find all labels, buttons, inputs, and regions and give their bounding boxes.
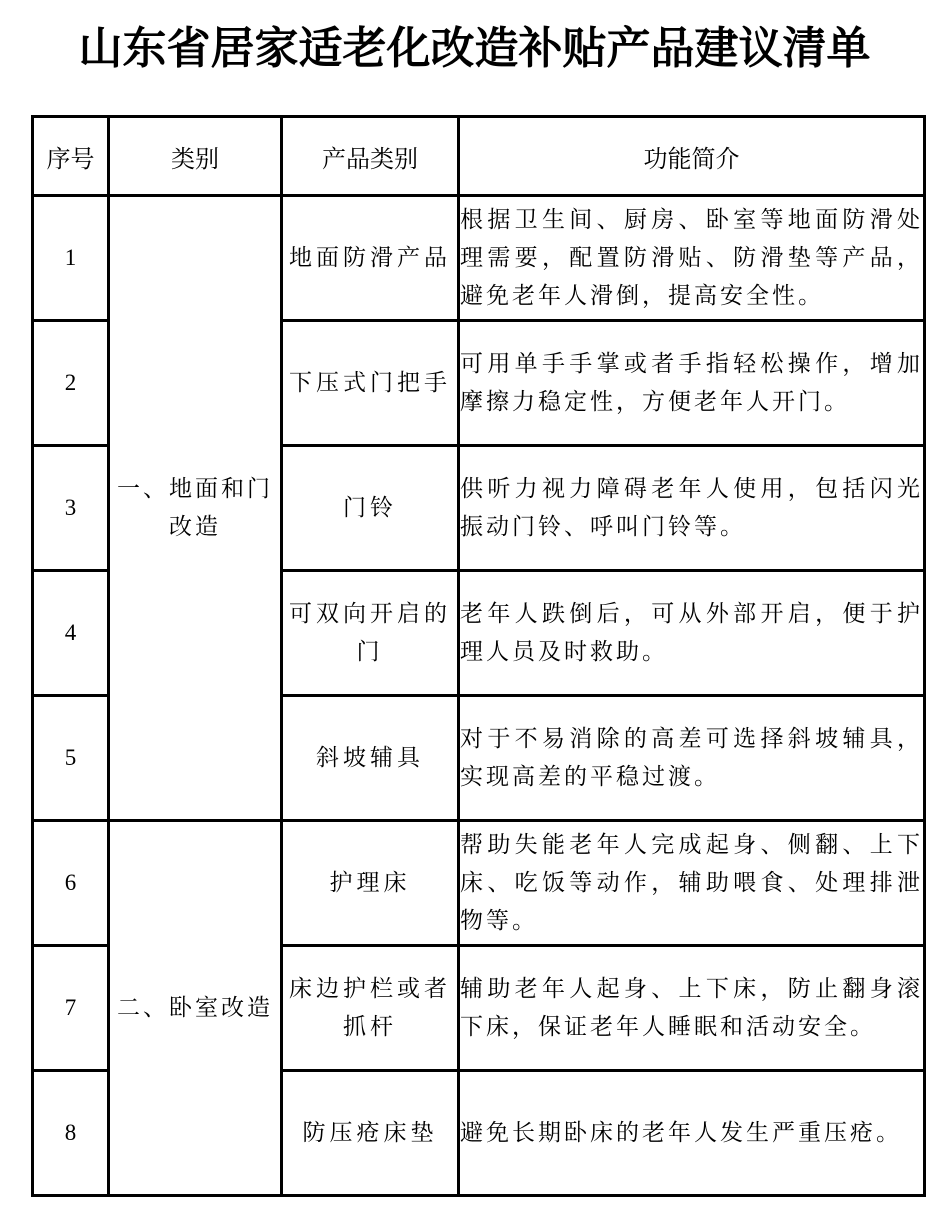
- document-title: 山东省居家适老化改造补贴产品建议清单: [78, 23, 871, 74]
- row-no: 6: [33, 821, 109, 946]
- row-no: 7: [33, 946, 109, 1071]
- category-cell: 一、地面和门改造: [109, 196, 282, 821]
- description-cell: 供听力视力障碍老年人使用，包括闪光振动门铃、呼叫门铃等。: [459, 446, 925, 571]
- description-cell: 可用单手手掌或者手指轻松操作，增加摩擦力稳定性，方便老年人开门。: [459, 321, 925, 446]
- product-cell: 地面防滑产品: [282, 196, 459, 321]
- row-no: 4: [33, 571, 109, 696]
- header-product: 产品类别: [282, 117, 459, 196]
- description-cell: 避免长期卧床的老年人发生严重压疮。: [459, 1071, 925, 1196]
- row-no: 3: [33, 446, 109, 571]
- product-cell: 床边护栏或者抓杆: [282, 946, 459, 1071]
- header-no: 序号: [33, 117, 109, 196]
- product-cell: 防压疮床垫: [282, 1071, 459, 1196]
- product-cell: 下压式门把手: [282, 321, 459, 446]
- row-no: 8: [33, 1071, 109, 1196]
- product-cell: 可双向开启的门: [282, 571, 459, 696]
- product-list-table: [31, 115, 926, 1197]
- product-cell: 门铃: [282, 446, 459, 571]
- row-no: 2: [33, 321, 109, 446]
- description-cell: 对于不易消除的高差可选择斜坡辅具，实现高差的平稳过渡。: [459, 696, 925, 821]
- description-cell: 帮助失能老年人完成起身、侧翻、上下床、吃饭等动作，辅助喂食、处理排泄物等。: [459, 821, 925, 946]
- header-category: 类别: [109, 117, 282, 196]
- table-row: [33, 821, 925, 946]
- table-header-row: [33, 117, 925, 196]
- table-row: [33, 196, 925, 321]
- header-description: 功能简介: [459, 117, 925, 196]
- description-cell: 根据卫生间、厨房、卧室等地面防滑处理需要，配置防滑贴、防滑垫等产品，避免老年人滑倒，提高安全性。: [459, 196, 925, 321]
- product-cell: 护理床: [282, 821, 459, 946]
- description-cell: 老年人跌倒后，可从外部开启，便于护理人员及时救助。: [459, 571, 925, 696]
- description-cell: 辅助老年人起身、上下床，防止翻身滚下床，保证老年人睡眠和活动安全。: [459, 946, 925, 1071]
- row-no: 5: [33, 696, 109, 821]
- row-no: 1: [33, 196, 109, 321]
- category-cell: 二、卧室改造: [109, 821, 282, 1196]
- product-cell: 斜坡辅具: [282, 696, 459, 821]
